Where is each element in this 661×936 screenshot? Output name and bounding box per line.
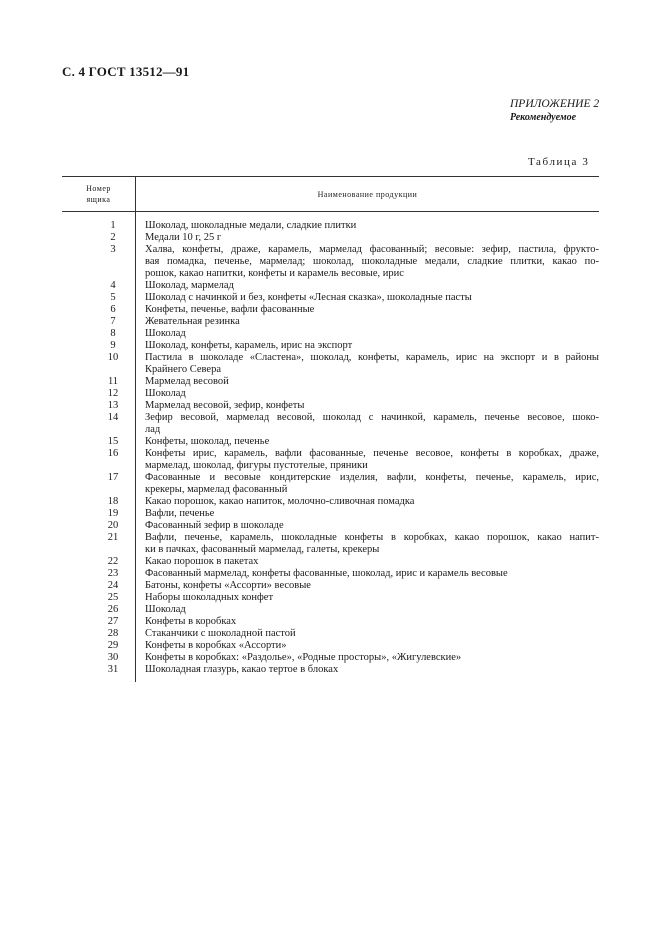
row-number-cell	[62, 364, 135, 376]
product-name: Зефир весовой, мармелад весовой, шоколад с начинкой, карамель, печенье весовое, шоко-	[145, 412, 599, 423]
row-number-cell	[62, 220, 135, 232]
row-number-cell	[62, 376, 135, 388]
row-number: 4	[110, 280, 116, 291]
product-name: Конфеты в коробках: «Раздолье», «Родные просторы», «Жигулевские»	[145, 652, 462, 663]
row-number-cell	[62, 472, 135, 484]
row-number: 7	[110, 316, 116, 327]
product-name: Шоколад с начинкой и без, конфеты «Лесная сказка», шоколадные пасты	[145, 292, 472, 303]
product-name: Шоколад, мармелад	[145, 280, 234, 291]
product-name: Конфеты в коробках «Ассорти»	[145, 640, 287, 651]
row-number: 12	[107, 388, 119, 399]
row-number: 27	[107, 616, 119, 627]
row-number-cell	[62, 436, 135, 448]
row-number: 13	[107, 400, 119, 411]
table-row	[62, 460, 599, 472]
row-number-cell	[62, 316, 135, 328]
table-row	[62, 592, 599, 604]
row-number-cell	[62, 256, 135, 268]
row-number-cell	[62, 568, 135, 580]
row-number-cell	[62, 544, 135, 556]
product-name: Конфеты в коробках	[145, 616, 237, 627]
product-name: Мармелад весовой	[145, 376, 229, 387]
row-number: 18	[107, 496, 119, 507]
product-name: Какао порошок, какао напиток, молочно-сливочная помадка	[145, 496, 415, 507]
row-number-cell	[62, 448, 135, 460]
table-row	[62, 568, 599, 580]
product-name: Шоколад, конфеты, карамель, ирис на экспорт	[145, 340, 353, 351]
row-number: 3	[110, 244, 116, 255]
table-body	[62, 212, 599, 676]
table-row	[62, 556, 599, 568]
product-name: рошок, какао напитки, конфеты и карамель весовые, ирис	[145, 268, 404, 279]
table-row	[62, 244, 599, 256]
row-number-cell	[62, 292, 135, 304]
product-name: Мармелад весовой, зефир, конфеты	[145, 400, 305, 411]
product-name: Жевательная резинка	[145, 316, 240, 327]
row-number: 9	[110, 340, 116, 351]
row-number: 15	[107, 436, 119, 447]
column-header-number-line: Номер	[86, 184, 111, 193]
row-number-cell	[62, 280, 135, 292]
row-number: 1	[110, 220, 116, 231]
appendix-block	[510, 98, 599, 124]
row-number-cell	[62, 352, 135, 364]
table-row	[62, 268, 599, 280]
product-name: Крайнего Севера	[145, 364, 221, 375]
row-number: 23	[107, 568, 119, 579]
table-row	[62, 544, 599, 556]
product-name: ки в пачках, фасованный мармелад, галеты, крекеры	[145, 544, 380, 555]
column-header-name: Наименование продукции	[317, 189, 418, 199]
products-table	[62, 176, 599, 676]
table-row	[62, 220, 599, 232]
product-name: Батоны, конфеты «Ассорти» весовые	[145, 580, 311, 591]
table-row	[62, 616, 599, 628]
product-name: Фасованный мармелад, конфеты фасованные, шоколад, ирис и карамель весовые	[145, 568, 508, 579]
table-row	[62, 280, 599, 292]
table-row	[62, 388, 599, 400]
product-name: Фасованный зефир в шоколаде	[145, 520, 284, 531]
product-name: Шоколад, шоколадные медали, сладкие плитки	[145, 220, 357, 231]
table-row	[62, 628, 599, 640]
row-number: 20	[107, 520, 119, 531]
table-row	[62, 424, 599, 436]
row-number-cell	[62, 460, 135, 472]
row-number-cell	[62, 508, 135, 520]
row-number: 11	[107, 376, 119, 387]
row-number: 28	[107, 628, 119, 639]
product-name: Вафли, печенье	[145, 508, 215, 519]
row-number-cell	[62, 520, 135, 532]
product-name: Пастила в шоколаде «Сластена», шоколад, конфеты, карамель, ирис на экспорт и в районы	[145, 352, 599, 363]
column-divider	[135, 212, 136, 682]
row-number: 29	[107, 640, 119, 651]
row-number: 26	[107, 604, 119, 615]
row-number-cell	[62, 652, 135, 664]
product-name: Вафли, печенье, карамель, шоколадные конфеты в коробках, какао порошок, какао напит-	[145, 532, 599, 543]
row-number: 5	[110, 292, 116, 303]
row-number-cell	[62, 628, 135, 640]
product-name: Какао порошок в пакетах	[145, 556, 259, 567]
page-header: С. 4 ГОСТ 13512—91	[62, 64, 190, 79]
row-number: 25	[107, 592, 119, 603]
row-number-cell	[62, 388, 135, 400]
row-number-cell	[62, 328, 135, 340]
table-row	[62, 352, 599, 364]
table-row	[62, 304, 599, 316]
table-row	[62, 364, 599, 376]
table-row	[62, 256, 599, 268]
table-row	[62, 580, 599, 592]
product-name: Фасованные и весовые кондитерские изделия, вафли, конфеты, печенье, карамель, ирис,	[145, 472, 599, 483]
row-number-cell	[62, 412, 135, 424]
row-number-cell	[62, 532, 135, 544]
row-number: 19	[107, 508, 119, 519]
table-row	[62, 412, 599, 424]
product-name: мармелад, шоколад, фигуры пустотелые, пряники	[145, 460, 368, 471]
appendix-subtitle: Рекомендуемое	[510, 112, 577, 123]
product-name: Медали 10 г, 25 г	[145, 232, 222, 243]
row-number: 21	[107, 532, 119, 543]
product-name: Шоколад	[145, 328, 186, 339]
row-number: 22	[107, 556, 119, 567]
row-number-cell	[62, 496, 135, 508]
table-row	[62, 292, 599, 304]
table-row	[62, 400, 599, 412]
row-number-cell	[62, 484, 135, 496]
row-number-cell	[62, 232, 135, 244]
row-number: 8	[110, 328, 116, 339]
row-number-cell	[62, 604, 135, 616]
product-name: Халва, конфеты, драже, карамель, мармелад фасованный; весовые: зефир, пастила, фрукто-	[145, 244, 599, 255]
appendix-title: ПРИЛОЖЕНИЕ 2	[510, 98, 600, 110]
row-number: 17	[107, 472, 119, 483]
table-row	[62, 520, 599, 532]
table-row	[62, 652, 599, 664]
table-row	[62, 448, 599, 460]
row-number-cell	[62, 304, 135, 316]
table-header	[62, 176, 599, 212]
row-number-cell	[62, 556, 135, 568]
table-row	[62, 316, 599, 328]
row-number: 2	[110, 232, 116, 243]
product-name: Конфеты, печенье, вафли фасованные	[145, 304, 315, 315]
row-number: 31	[107, 664, 119, 675]
row-number-cell	[62, 400, 135, 412]
row-number-cell	[62, 244, 135, 256]
product-name: вая помадка, печенье, мармелад; шоколад, шоколадные медали, сладкие плитки, какао по-	[145, 256, 599, 267]
row-number: 10	[107, 352, 119, 363]
table-row	[62, 604, 599, 616]
table-label: Таблица 3	[528, 156, 590, 168]
table-row	[62, 640, 599, 652]
row-number: 14	[107, 412, 119, 423]
product-name: Наборы шоколадных конфет	[145, 592, 274, 603]
row-number: 24	[107, 580, 119, 591]
product-name: Конфеты ирис, карамель, вафли фасованные, печенье весовое, конфеты в коробках, драже,	[145, 448, 599, 459]
table-row	[62, 496, 599, 508]
product-name: крекеры, мармелад фасованный	[145, 484, 288, 495]
row-number-cell	[62, 592, 135, 604]
table-row	[62, 232, 599, 244]
table-row	[62, 508, 599, 520]
product-name: Конфеты, шоколад, печенье	[145, 436, 270, 447]
table-row	[62, 532, 599, 544]
row-number-cell	[62, 580, 135, 592]
product-name: Шоколад	[145, 604, 186, 615]
row-number: 30	[107, 652, 119, 663]
product-name: лад	[145, 424, 161, 435]
table-row	[62, 472, 599, 484]
product-name: Стаканчики с шоколадной пастой	[145, 628, 296, 639]
row-number: 6	[110, 304, 116, 315]
row-number-cell	[62, 424, 135, 436]
table-row	[62, 436, 599, 448]
column-header-number-line: ящика	[86, 195, 111, 204]
row-number-cell	[62, 268, 135, 280]
row-number-cell	[62, 640, 135, 652]
row-number-cell	[62, 340, 135, 352]
product-name: Шоколадная глазурь, какао тертое в блоках	[145, 664, 339, 675]
table-row	[62, 484, 599, 496]
table-row	[62, 328, 599, 340]
row-number: 16	[107, 448, 119, 459]
table-row	[62, 664, 599, 676]
product-name: Шоколад	[145, 388, 186, 399]
table-row	[62, 376, 599, 388]
row-number-cell	[62, 664, 135, 676]
column-header-number	[62, 177, 136, 211]
row-number-cell	[62, 616, 135, 628]
table-row	[62, 340, 599, 352]
